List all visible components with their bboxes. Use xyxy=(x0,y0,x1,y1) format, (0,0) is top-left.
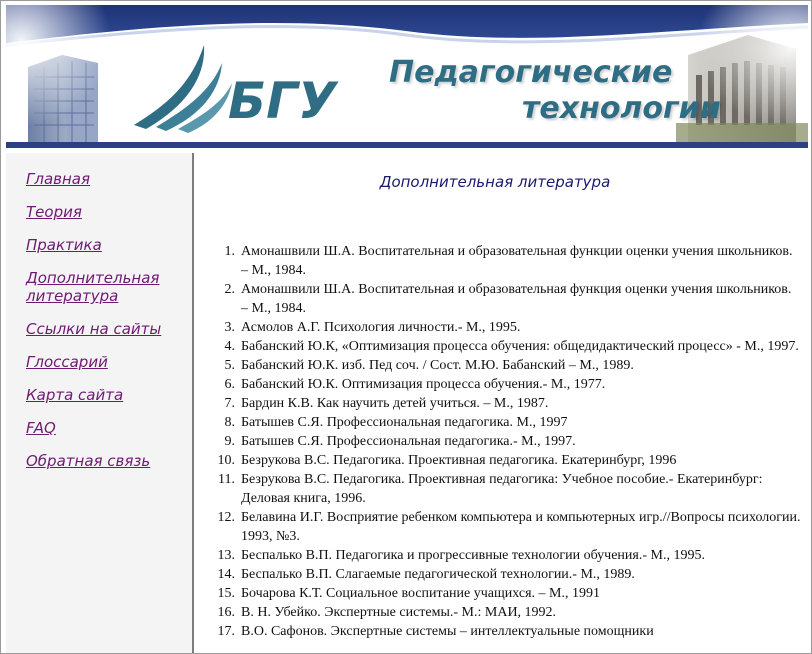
literature-item-text: Беспалько В.П. Педагогика и прогрессивные технологии обучения.- М., 1995. xyxy=(241,548,705,563)
literature-item-number: 11. xyxy=(218,472,235,487)
nav-link-feedback[interactable]: Обратная связь xyxy=(26,452,151,470)
sidebar-divider xyxy=(192,153,194,654)
literature-item-number: 10. xyxy=(217,453,235,468)
site-title-line2: технологии xyxy=(522,91,721,126)
literature-item-text: Беспалько В.П. Слагаемые педагогической технологии.- М., 1989. xyxy=(241,567,635,582)
literature-item xyxy=(224,318,801,337)
literature-item xyxy=(217,565,801,584)
nav-link-home[interactable]: Главная xyxy=(26,170,90,188)
nav-link-glossary[interactable]: Глоссарий xyxy=(26,353,108,371)
literature-item xyxy=(224,413,801,432)
literature-item xyxy=(224,356,801,375)
literature-item-text: Бабанский Ю.К. Оптимизация процесса обучения.- М., 1977. xyxy=(241,377,606,392)
literature-item xyxy=(217,451,801,470)
literature-item xyxy=(224,337,801,356)
literature-item-text: Бабанский Ю.К, «Оптимизация процесса обучения: общедидактический процесс» - М., 1997. xyxy=(241,339,799,354)
literature-item-number: 12. xyxy=(217,510,235,525)
literature-item-number: 9. xyxy=(224,434,235,449)
literature-item-text: Бочарова К.Т. Социальное воспитание учащихся. – М., 1991 xyxy=(241,586,600,601)
literature-item-number: 1. xyxy=(224,244,235,259)
literature-item xyxy=(224,432,801,451)
literature-item-number: 13. xyxy=(217,548,235,563)
nav-link-faq[interactable]: FAQ xyxy=(26,419,56,437)
literature-item-text: Бабанский Ю.К. изб. Пед соч. / Сост. М.Ю. Бабанский – М., 1989. xyxy=(241,358,634,373)
logo-text: БГУ xyxy=(228,72,337,130)
literature-item-number: 5. xyxy=(224,358,235,373)
literature-item-text: Батышев С.Я. Профессиональная педагогика. М., 1997 xyxy=(241,415,568,430)
literature-item-text: Амонашвили Ш.А. Воспитательная и образовательная функции оценки учения школьников. – М., 1984. xyxy=(241,244,793,278)
literature-item-number: 3. xyxy=(224,320,235,335)
nav-link-theory[interactable]: Теория xyxy=(26,203,82,221)
literature-item-number: 2. xyxy=(224,282,235,297)
literature-item-text: Бардин К.В. Как научить детей учиться. – М., 1987. xyxy=(241,396,549,411)
site-title xyxy=(389,55,719,127)
site-title-line1: Педагогические xyxy=(389,55,673,90)
literature-item-text: В.О. Сафонов. Экспертные системы – интеллектуальные помощники xyxy=(241,624,654,639)
sidebar-nav xyxy=(6,153,192,471)
literature-item xyxy=(218,470,801,508)
literature-item-text: Безрукова В.С. Педагогика. Проективная педагогика: Учебное пособие.- Екатеринбург: Деловая книга, 1996. xyxy=(241,472,763,506)
literature-item-text: В. Н. Убейко. Экспертные системы.- М.: МАИ, 1992. xyxy=(241,605,557,620)
main-content xyxy=(195,153,809,654)
site-banner xyxy=(6,5,808,148)
literature-list xyxy=(217,242,801,641)
literature-item xyxy=(217,584,801,603)
left-building-image xyxy=(6,5,156,148)
literature-item-number: 16. xyxy=(217,605,235,620)
sidebar xyxy=(6,153,192,654)
literature-item xyxy=(224,242,801,280)
literature-item-number: 8. xyxy=(224,415,235,430)
literature-item xyxy=(224,394,801,413)
literature-item xyxy=(224,280,801,318)
nav-link-additional-literature[interactable]: Дополнительная литература xyxy=(26,269,160,305)
page-title: Дополнительная литература xyxy=(379,173,611,191)
literature-item-number: 6. xyxy=(224,377,235,392)
literature-item-number: 4. xyxy=(224,339,235,354)
literature-item-text: Амонашвили Ш.А. Воспитательная и образовательная функция оценки учения школьников. – М., 1984. xyxy=(241,282,792,316)
nav-link-practice[interactable]: Практика xyxy=(26,236,102,254)
literature-item-text: Белавина И.Г. Восприятие ребенком компьютера и компьютерных игр.//Вопросы психологии. 1993, №3. xyxy=(241,510,801,544)
literature-item-number: 17. xyxy=(217,624,235,639)
literature-item xyxy=(217,622,801,641)
nav-link-sites[interactable]: Ссылки на сайты xyxy=(26,320,162,338)
literature-item xyxy=(217,603,801,622)
literature-item-text: Безрукова В.С. Педагогика. Проективная педагогика. Екатеринбург, 1996 xyxy=(241,453,677,468)
literature-item xyxy=(217,508,801,546)
literature-item xyxy=(224,375,801,394)
literature-item-text: Батышев С.Я. Профессиональная педагогика.- М., 1997. xyxy=(241,434,576,449)
literature-item-number: 15. xyxy=(217,586,235,601)
literature-item-number: 7. xyxy=(224,396,235,411)
literature-item-text: Асмолов А.Г. Психология личности.- М., 1995. xyxy=(241,320,521,335)
nav-link-sitemap[interactable]: Карта сайта xyxy=(26,386,124,404)
literature-item-number: 14. xyxy=(217,567,235,582)
literature-item xyxy=(217,546,801,565)
